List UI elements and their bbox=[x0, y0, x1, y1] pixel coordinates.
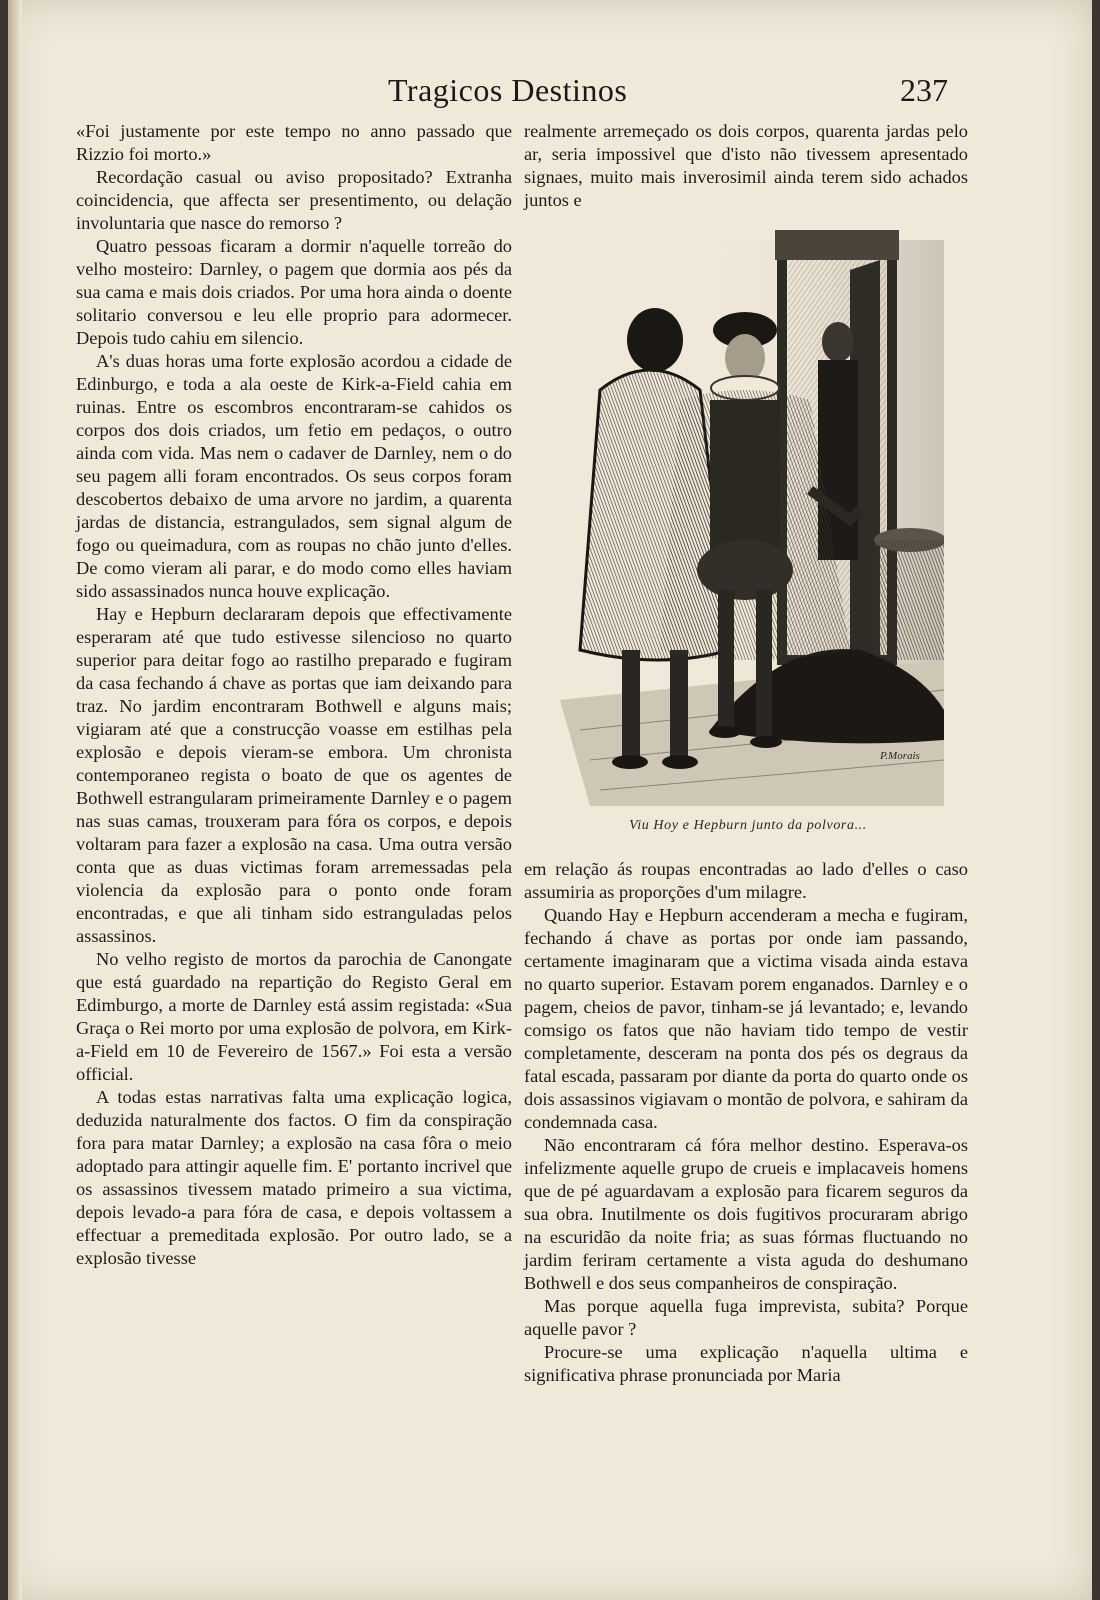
book-page bbox=[8, 0, 1092, 1600]
paragraph: realmente arremeçado os dois corpos, quarenta jardas pelo ar, seria impossivel que d'isto não tivessem apresentado signaes, muito mais inverosimil ainda terem sido achados juntos e bbox=[524, 121, 968, 210]
running-header bbox=[388, 72, 968, 112]
illustration-image bbox=[560, 230, 944, 806]
right-column-top bbox=[524, 120, 968, 212]
engraving-illustration bbox=[560, 230, 944, 806]
paragraph: Recordação casual ou aviso propositado? Extranha coincidencia, que affecta ser presentimento, ou delação involuntaria que nasce do remorso ? bbox=[76, 167, 512, 233]
paragraph: Hay e Hepburn declararam depois que effectivamente esperaram até que tudo estivesse silencioso no quarto superior para deitar fogo ao rastilho preparado e fugiram da casa fechando á chave as portas que iam deixando para traz. No jardim encontraram Bothwell e alguns mais; vigiaram até que a construcção voasse em estilhas pela explosão e depois vieram-se embora. Um chronista contemporaneo regista o boato de que os agentes de Bothwell estrangularam primeiramente Darnley e o pagem nas suas camas, trouxeram para fóra os corpos, e depois voltaram para fazer a explosão na casa. Uma outra versão conta que as duas victimas foram arremessadas pela violencia da explosão para o ponto onde foram encontradas, e que ali tinham sido estranguladas pelos assassinos. bbox=[76, 604, 512, 946]
running-title: Tragicos Destinos bbox=[388, 72, 628, 108]
right-column-bottom bbox=[524, 858, 968, 1387]
paragraph: A todas estas narrativas falta uma explicação logica, deduzida naturalmente dos factos. O fim da conspiração fora para matar Darnley; a explosão na casa fôra o meio adoptado para attingir aquelle fim. E' portanto incrivel que os assassinos tivessem matado primeiro a sua victima, depois levado-a para fóra de casa, e depois voltassem a effectuar a premeditada explosão. Por outro lado, se a explosão tivesse bbox=[76, 1087, 512, 1268]
paragraph: Mas porque aquella fuga imprevista, subita? Porque aquelle pavor ? bbox=[524, 1296, 968, 1339]
paragraph: Quatro pessoas ficaram a dormir n'aquelle torreão do velho mosteiro: Darnley, o pagem que dormia aos pés da sua cama e mais dois criados. Por uma hora ainda o doente solitario conversou e leu elle proprio para adormecer. Depois tudo cahiu em silencio. bbox=[76, 236, 512, 348]
paragraph: No velho registo de mortos da parochia de Canongate que está guardado na repartição do Registo Geral em Edimburgo, a morte de Darnley está assim registada: «Sua Graça o Rei morto por uma explosão de polvora, em Kirk-a-Field em 10 de Fevereiro de 1567.» Foi esta a versão official. bbox=[76, 949, 512, 1084]
paragraph: Não encontraram cá fóra melhor destino. Esperava-os infelizmente aquelle grupo de crueis e implacaveis homens que de pé aguardavam a explosão para ficarem seguros da sua obra. Inutilmente os dois fugitivos procuraram abrigo na escuridão da noite fria; as suas fórmas fluctuando no jardim feriram certamente a vista aguda do deshumano Bothwell e dos seus companheiros de conspiração. bbox=[524, 1135, 968, 1293]
page-spine-shadow bbox=[8, 0, 22, 1600]
artist-signature: P.Morais bbox=[880, 750, 920, 762]
paragraph: em relação ás roupas encontradas ao lado d'elles o caso assumiria as proporções d'um milagre. bbox=[524, 859, 968, 902]
paragraph: Procure-se uma explicação n'aquella ultima e significativa phrase pronunciada por Maria bbox=[524, 1342, 968, 1385]
paragraph: «Foi justamente por este tempo no anno passado que Rizzio foi morto.» bbox=[76, 121, 512, 164]
paragraph: Quando Hay e Hepburn accenderam a mecha e fugiram, fechando á chave as portas por onde iam passando, certamente imaginaram que a victima visada ainda estava no quarto superior. Estavam porem enganados. Darnley e o pagem, cheios de pavor, tinham-se já levantado; e, levando comsigo os fatos que não haviam tido tempo de vestir completamente, desceram na ponta dos pés os degraus da fatal escada, passaram por diante da porta do quarto onde os dois assassinos vigiavam o montão de polvora, e sahiram da condemnada casa. bbox=[524, 905, 968, 1132]
left-column bbox=[76, 120, 512, 1270]
figure-caption: Viu Hoy e Hepburn junto da polvora... bbox=[629, 818, 867, 833]
page-number: 237 bbox=[900, 72, 948, 108]
paragraph: A's duas horas uma forte explosão acordou a cidade de Edinburgo, e toda a ala oeste de Kirk-a-Field cahia em ruinas. Entre os escombros encontraram-se cahidos os corpos dos dois criados, um fetio em pedaços, o outro ainda com vida. Mas nem o cadaver de Darnley, nem o do seu pagem alli foram encontrados. Os seus corpos foram descobertos debaixo de uma arvore no jardim, a quarenta jardas de distancia, estrangulados, sem signal algum de fogo ou queimadura, com as roupas no chão junto d'elles. De como vieram ali parar, e do modo como elles haviam sido assassinados nunca houve explicação. bbox=[76, 351, 512, 601]
